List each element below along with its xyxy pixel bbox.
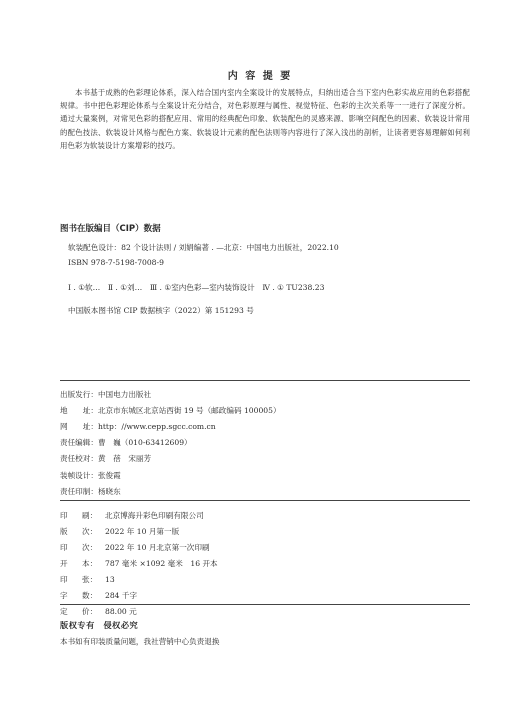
- print-value: 2022 年 10 月第一版: [105, 527, 180, 536]
- address-value: 北京市东城区北京站西街 19 号（邮政编码 100005）: [97, 406, 281, 415]
- editor-value: 曹 巍（010-63412609）: [97, 438, 192, 447]
- designer-value: 张俊霞: [97, 471, 121, 480]
- cip-title: 图书在版编目（CIP）数据: [60, 224, 161, 234]
- proofreader-row: [60, 453, 151, 464]
- summary-body: 本书基于成熟的色彩理论体系，深入结合国内室内全案设计的发展特点，归纳出适合当下室内色彩实战应用的色彩搭配规律。书中把色彩理论体系与全案设计充分结合，对色彩原理与属性、视觉特征、色彩的主次关系等一一进行了深度分析。通过大量案例，对常见色彩的搭配应用、常用的经典配色印象、软装配色的灵感来源、影响空间配色的因素、软装设计常用的配色技法、软装设计风格与配色方案、软装设计元素的配色法则等内容进行了深入浅出的剖析，让读者更容易理解如何利用色彩为软装设计方案增彩的技巧。: [60, 88, 470, 150]
- rights-title: 版权专有 侵权必究: [60, 620, 139, 630]
- print-key-b: 数：: [82, 591, 98, 600]
- print-manager-label: 责任印制：: [60, 487, 98, 496]
- print-info-row: [60, 510, 204, 521]
- editor-label: 责任编辑：: [60, 438, 98, 447]
- address-label: 地 址：: [60, 406, 98, 415]
- designer-row: [60, 470, 121, 481]
- print-key-a: 版: [60, 527, 68, 536]
- proofreader-label: 责任校对：: [60, 454, 98, 463]
- publisher-row: [60, 389, 151, 400]
- print-manager-value: 杨晓东: [97, 487, 121, 496]
- print-key-a: 印: [60, 575, 68, 584]
- address-row: [60, 405, 281, 416]
- print-value: 787 毫米 ×1092 毫米 16 开本: [105, 559, 218, 568]
- print-key-a: 印: [60, 543, 68, 552]
- cip-line-record: 中国版本图书馆 CIP 数据核字（2022）第 151293 号: [68, 306, 254, 315]
- proofreader-value: 黄 蓓 宋丽芳: [97, 454, 152, 463]
- print-value: 284 千字: [105, 591, 138, 600]
- divider-top: [60, 380, 470, 381]
- designer-label: 装帧设计：: [60, 471, 98, 480]
- summary-title: 内 容 提 要: [227, 71, 293, 82]
- publisher-label: 出版发行：: [60, 390, 98, 399]
- publisher-value: 中国电力出版社: [97, 390, 152, 399]
- website-row: [60, 421, 216, 432]
- print-info-row: [60, 590, 137, 601]
- print-key-b: 次：: [82, 543, 98, 552]
- print-key-b: 次：: [82, 527, 98, 536]
- website-value: http：//www.cepp.sgcc.com.cn: [97, 422, 216, 431]
- print-value: 北京博海升彩色印刷有限公司: [105, 511, 204, 520]
- print-info-row: [60, 558, 218, 569]
- print-value: 88.00 元: [105, 607, 137, 616]
- print-manager-row: [60, 486, 121, 497]
- cip-line-isbn: ISBN 978-7-5198-7008-9: [68, 258, 164, 267]
- print-info-row: [60, 606, 137, 617]
- rights-notice: 本书如有印装质量问题，我社营销中心负责退换: [60, 637, 220, 646]
- print-info-row: [60, 526, 179, 537]
- print-key-a: 开: [60, 559, 68, 568]
- print-key-a: 定: [60, 607, 68, 616]
- print-value: 13: [105, 575, 115, 584]
- print-key-b: 价：: [82, 607, 98, 616]
- website-label: 网 址：: [60, 422, 98, 431]
- editor-row: [60, 437, 192, 448]
- cip-line-classification: Ⅰ . ①软… Ⅱ . ①刘… Ⅲ . ①室内色彩—室内装饰设计 Ⅳ . ① TU238.23: [68, 283, 325, 292]
- print-info-row: [60, 574, 115, 585]
- divider-bottom: [60, 604, 470, 605]
- print-key-a: 字: [60, 591, 68, 600]
- print-info-row: [60, 542, 210, 553]
- print-key-b: 张：: [82, 575, 98, 584]
- cip-line-title: 软装配色设计：82 个设计法则 / 刘娟编著 . —北京：中国电力出版社，2022.10: [68, 243, 339, 252]
- print-key-a: 印: [60, 511, 68, 520]
- divider-middle: [60, 500, 470, 501]
- print-key-b: 本：: [82, 559, 98, 568]
- print-key-b: 刷：: [82, 511, 98, 520]
- print-value: 2022 年 10 月北京第一次印刷: [105, 543, 210, 552]
